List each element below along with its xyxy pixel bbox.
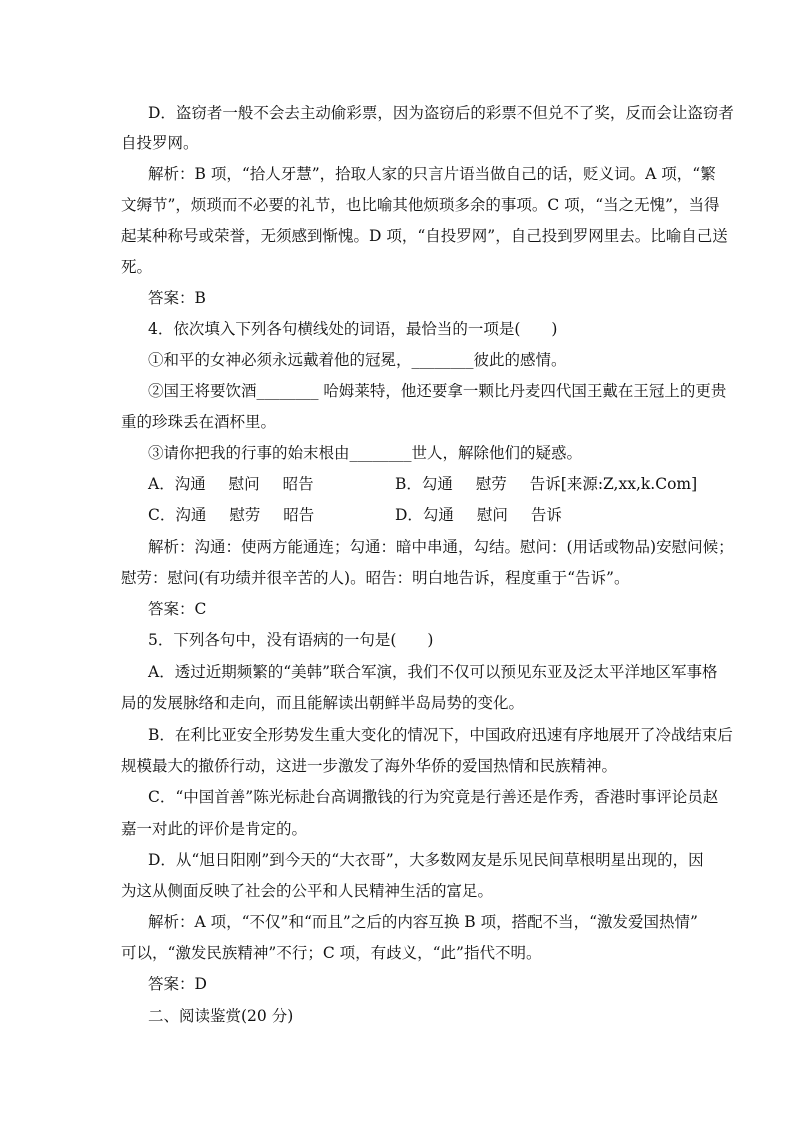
q4-option-d-word2: 慰问: [476, 506, 508, 524]
q3-answer: 答案：B: [148, 289, 206, 307]
q5-option-a-line2: 局的发展脉络和走向，而且能解读出朝鲜半岛局势的变化。: [121, 694, 525, 712]
q4-option-c: [148, 505, 314, 525]
q5-stem: 5．下列各句中，没有语病的一句是( ): [148, 631, 434, 649]
q5-analysis-line2: 可以，“激发民族精神”不行；C 项，有歧义，“此”指代不明。: [121, 944, 542, 962]
q4-option-a-word2: 慰问: [228, 475, 260, 493]
q3-analysis-line4: 死。: [121, 258, 153, 276]
q4-option-c-word1: C．沟通: [148, 506, 207, 524]
q4-answer: 答案：C: [148, 600, 207, 618]
q5-option-d-line1: D．从“旭日阳刚”到今天的“大衣哥”，大多数网友是乐见民间草根明星出现的，因: [148, 851, 704, 869]
q5-option-a-line1: A．透过近期频繁的“美韩”联合军演，我们不仅可以预见东亚及泛太平洋地区军事格: [148, 663, 718, 681]
section-heading-reading: 二、阅读鉴赏(20 分): [148, 1007, 294, 1025]
q5-option-c-line2: 嘉一对此的评价是肯定的。: [121, 820, 308, 838]
q4-sentence-1: ①和平的女神必须永远戴着他的冠冕，________彼此的感情。: [148, 351, 567, 369]
q4-analysis-line1: 解析：沟通：使两方能通连；勾通：暗中串通，勾结。慰问：(用话或物品)安慰问候；: [148, 538, 734, 556]
q4-option-b-word3: 告诉[来源:Z,xx,k.Com]: [529, 475, 698, 493]
q4-stem: 4．依次填入下列各句横线处的词语，最恰当的一项是( ): [148, 320, 558, 338]
q3-analysis-line3: 起某种称号或荣誉，无须感到惭愧。D 项，“自投罗网”，自己投到罗网里去。比喻自己送: [121, 227, 728, 245]
q4-option-a-word1: A．沟通: [148, 475, 206, 493]
q4-option-b: [395, 474, 697, 494]
q4-option-c-word2: 慰劳: [229, 506, 261, 524]
q5-option-b-line1: B．在利比亚安全形势发生重大变化的情况下，中国政府迅速有序地展开了冷战结束后: [148, 726, 733, 744]
q5-option-c-line1: C．“中国首善”陈光标赴台高调撒钱的行为究竟是行善还是作秀，香港时事评论员赵: [148, 788, 719, 806]
q4-sentence-2-line2: 重的珍珠丢在酒杯里。: [121, 413, 277, 431]
q4-option-d-word1: D．勾通: [395, 506, 454, 524]
q3-option-d-line2: 自投罗网。: [121, 134, 199, 152]
q4-option-a: [148, 474, 314, 494]
q4-option-b-word1: B．勾通: [395, 475, 453, 493]
q4-option-d: [395, 505, 562, 525]
q5-option-b-line2: 规模最大的撤侨行动，这进一步激发了海外华侨的爱国热情和民族精神。: [121, 757, 618, 775]
q4-analysis-line2: 慰劳：慰问(有功绩并很辛苦的人)。昭告：明白地告诉，程度重于“告诉”。: [121, 569, 630, 587]
q5-answer: 答案：D: [148, 975, 207, 993]
q4-option-d-word3: 告诉: [530, 506, 562, 524]
q3-analysis-line2: 文缛节”，烦琐而不必要的礼节，也比喻其他烦琐多余的事项。C 项，“当之无愧”，当得: [121, 196, 720, 214]
q5-analysis-line1: 解析：A 项，“不仅”和“而且”之后的内容互换 B 项，搭配不当，“激发爱国热情”: [148, 913, 698, 931]
q3-option-d-line1: D．盗窃者一般不会去主动偷彩票，因为盗窃后的彩票不但兑不了奖，反而会让盗窃者: [148, 104, 734, 122]
q3-analysis-line1: 解析：B 项，“拾人牙慧”，拾取人家的只言片语当做自己的话，贬义词。A 项，“繁: [148, 165, 716, 183]
q4-option-a-word3: 昭告: [282, 475, 314, 493]
q4-sentence-3: ③请你把我的行事的始末根由________世人，解除他们的疑惑。: [148, 444, 583, 462]
q4-option-b-word2: 慰劳: [475, 475, 507, 493]
q5-option-d-line2: 为这从侧面反映了社会的公平和人民精神生活的富足。: [121, 882, 494, 900]
q4-option-c-word3: 昭告: [283, 506, 315, 524]
q4-sentence-2-line1: ②国王将要饮酒________ 哈姆莱特，他还要拿一颗比丹麦四代国王戴在王冠上的更贵: [148, 382, 727, 400]
